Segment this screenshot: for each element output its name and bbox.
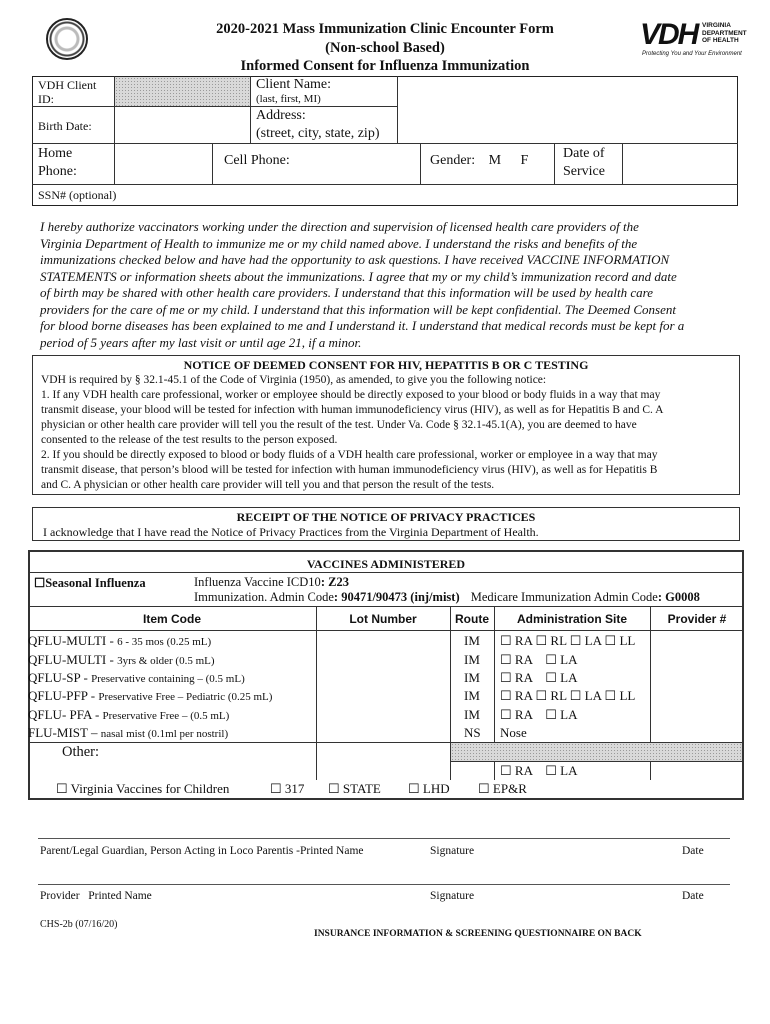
icd10-code: Influenza Vaccine ICD10: Z23 (194, 575, 349, 589)
privacy-acknowledgement: I acknowledge that I have read the Notice of Privacy Practices from the Virginia Department of Health. (43, 525, 539, 539)
admin-codes: Immunization. Admin Code: 90471/90473 (inj/mist) Medicare Immunization Admin Code: G0008 (194, 590, 700, 604)
other-site-checkboxes[interactable]: ☐ RA ☐ LA (500, 763, 578, 778)
site-checkboxes[interactable]: ☐ RA ☐ LA (500, 652, 578, 667)
date-of-service-label: Date of Service (563, 146, 605, 179)
table-row: FLU-MIST – nasal mist (0.1ml per nostril) (28, 725, 229, 740)
guardian-signature-line[interactable] (38, 838, 730, 839)
form-title-line3: Informed Consent for Influenza Immunization (240, 58, 530, 74)
vdh-logo-text: VIRGINIA DEPARTMENT OF HEALTH (702, 22, 747, 44)
form-id: CHS-2b (07/16/20) (40, 919, 118, 930)
provider-signature-line[interactable] (38, 884, 730, 885)
route-cell: NS (464, 725, 481, 740)
col-item-code: Item Code (142, 612, 201, 626)
date-of-service-field[interactable] (623, 144, 738, 184)
birth-date-label: Birth Date: (38, 119, 92, 133)
site-checkboxes[interactable]: ☐ RA ☐ RL ☐ LA ☐ LL (500, 688, 636, 703)
route-cell: IM (464, 652, 480, 667)
col-provider: Provider # (667, 612, 727, 626)
client-name-label: Client Name: (256, 77, 332, 92)
guardian-signature-label: Signature (430, 845, 475, 857)
route-cell: IM (464, 707, 480, 722)
client-name-hint: (last, first, MI) (256, 93, 321, 105)
provider-signature-label: Signature (430, 890, 475, 902)
gender-label: Gender: M F (430, 153, 529, 168)
home-phone-label: Home Phone: (38, 146, 77, 179)
seasonal-influenza-checkbox[interactable]: ☐Seasonal Influenza (34, 576, 146, 590)
provider-name-label: Provider Printed Name (40, 890, 152, 902)
form-title-line1: 2020-2021 Mass Immunization Clinic Encounter Form (216, 21, 554, 37)
notice-title: NOTICE OF DEEMED CONSENT FOR HIV, HEPATITIS B OR C TESTING (183, 358, 589, 372)
home-phone-field[interactable] (115, 144, 212, 184)
vdh-client-id-field[interactable] (115, 77, 250, 106)
gender-m-option[interactable]: M (488, 153, 502, 168)
provider-date-label: Date (682, 890, 704, 902)
table-row: QFLU-SP - Preservative containing – (0.5 mL) (28, 670, 245, 685)
vdh-logo (640, 20, 752, 60)
table-row: QFLU-PFP - Preservative Free – Pediatric (0.25 mL) (28, 688, 273, 703)
funding-epr-checkbox[interactable]: ☐ EP&R (478, 781, 527, 796)
col-administration-site: Administration Site (516, 612, 627, 626)
funding-vfc-checkbox[interactable]: ☐ Virginia Vaccines for Children (56, 781, 230, 796)
site-checkboxes[interactable]: ☐ RA ☐ LA (500, 670, 578, 685)
site-cell: Nose (500, 725, 527, 740)
virginia-seal-icon (46, 18, 88, 60)
other-shaded-area (451, 743, 742, 761)
address-field[interactable] (398, 107, 738, 143)
notice-body: VDH is required by § 32.1-45.1 of the Code of Virginia (1950), as amended, to give you the following notice: 1. If any VDH health care professional, worker or employee should be directly exposed to your blood or body fluids in a way that may transmit disease, your blood will be tested for infection with human immunodeficiency virus (HIV), as well as for Hepatitis B and C. A physician or other health care provider will tell you the result of the test. Under Va. Code § 32.1-45.1(A), you are deemed to have consented to the release of the test results to the person exposed. 2. If you should be directly exposed to blood or body fluids of a VDH health care professional, worker or employee in a way that may transmit disease, that person’s blood will be tested for infection with human immunodeficiency virus (HIV), as well as for Hepatitis B and C. A physician or other health care provider will tell you and that person the result of the tests. (41, 374, 664, 491)
ssn-label: SSN# (optional) (38, 188, 117, 202)
route-cell: IM (464, 670, 480, 685)
col-lot-number: Lot Number (349, 612, 417, 626)
back-page-note: INSURANCE INFORMATION & SCREENING QUESTIONNAIRE ON BACK (314, 929, 642, 939)
table-row: QFLU-MULTI - 3yrs & older (0.5 mL) (28, 652, 215, 667)
birth-date-field[interactable] (115, 107, 250, 143)
route-cell: IM (464, 633, 480, 648)
cell-phone-label: Cell Phone: (224, 153, 290, 168)
vaccines-title: VACCINES ADMINISTERED (306, 557, 466, 571)
form-title-line2: (Non-school Based) (325, 40, 445, 56)
privacy-notice-receipt (32, 507, 740, 541)
route-cell: IM (464, 688, 480, 703)
gender-f-option[interactable]: F (520, 153, 529, 168)
table-row: QFLU- PFA - Preservative Free – (0.5 mL) (28, 707, 230, 722)
guardian-date-label: Date (682, 845, 704, 857)
col-route: Route (455, 612, 489, 626)
funding-lhd-checkbox[interactable]: ☐ LHD (408, 781, 450, 796)
other-label: Other: (62, 744, 100, 760)
authorization-statement: I hereby authorize vaccinators working under the direction and supervision of licensed health care providers of the Virginia Department of Health to immunize me or my child named above. I understand the risks and benefits of the immunizations checked below and have had the opportunity to ask questions. I have received VACCINE INFORMATION STATEMENTS or information sheets about the immunizations. I agree that my or my child’s immunization record and date of birth may be shared with other health care providers. I understand that this information will be used by health care providers for the care of me or my child. I understand that this information will be kept confidential. The Deemed Consent for blood borne diseases has been explained to me and I understand it. I understand that medical records must be kept for a period of 5 years after my last visit or until age 21, if a minor. (40, 219, 685, 350)
privacy-title: RECEIPT OF THE NOTICE OF PRIVACY PRACTICES (236, 510, 536, 524)
funding-317-checkbox[interactable]: ☐ 317 (270, 781, 305, 796)
vdh-client-id-label: VDH Client ID: (38, 78, 97, 106)
guardian-name-label: Parent/Legal Guardian, Person Acting in Loco Parentis -Printed Name (40, 845, 364, 857)
table-row: QFLU-MULTI - 6 - 35 mos (0.25 mL) (28, 633, 212, 648)
client-name-field[interactable] (398, 77, 738, 106)
site-checkboxes[interactable]: ☐ RA ☐ RL ☐ LA ☐ LL (500, 633, 636, 648)
funding-state-checkbox[interactable]: ☐ STATE (328, 781, 381, 796)
address-label: Address: (256, 108, 306, 123)
deemed-consent-notice (32, 355, 740, 495)
vdh-logo-mark: VDH (640, 18, 698, 51)
site-checkboxes[interactable]: ☐ RA ☐ LA (500, 707, 578, 722)
address-hint: (street, city, state, zip) (256, 126, 380, 141)
vdh-tagline: Protecting You and Your Environment (642, 51, 742, 57)
